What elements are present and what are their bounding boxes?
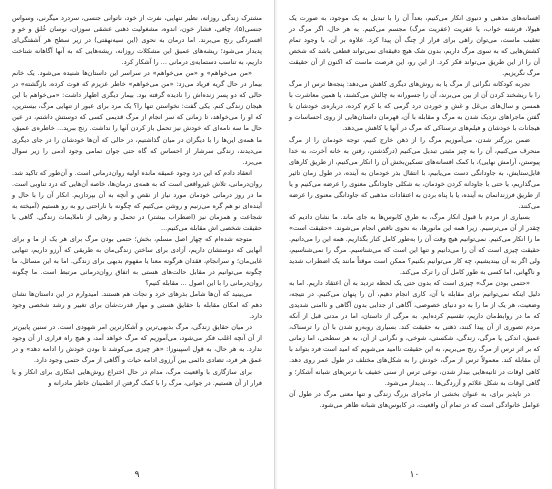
paragraph: می‌بینید که آن‌ها شامل بذرهای خرد و نجات هم هستند. امیدوارم در این داستان‌ها نشان دهم که امکان مقابله با حقایق هستی و مهار قدرت‌شان برای تغییر و رشد شخصی وجود دارد. — [12, 290, 262, 321]
page-number: ۱۰ — [409, 470, 420, 480]
paragraph: متوجه شده‌ام که چهار اصل مسلم، بخش؛ حتمی بودن مرگ برای هر یک از ما و برای آنهایی که دوستشان داریم، آزادی برای ساختن زندگی‌مان به طریقی که آرزو داریم، تنهایی غایی‌مان؛ و سرانجام، فقدان هرگونه معنا یا مفهوم بدیهی برای زندگی. اما به این مسائل، ما چگونه می‌توانیم در مقابل حالت‌های هستی به اتفاق روان‌درمانی مرتبط است. ما چگونه روان‌درمانی را با این اصول ... مقابله کنیم؟ — [12, 234, 262, 288]
paragraph: افسانه‌های مذهبی و دنیوی انکار می‌کنیم، بعداً آن را با تبدیل به یک موجود، به صورت یک هیولا، فرشته خواب، یا عفریت (عفریت مرگ) مجسم می‌کنیم. به هر حال، اگر مرگ در تعقیب ماست، می‌توان راهی برای فرار از چنگ آن پیدا کرد. علاوه بر آن، با وجود تمام کشش‌هایی که به سوی مرگ داریم، بدون شک هیچ دقیقه‌ای نمی‌تواند قطعی باشد که شخص آن را از این طریق می‌تواند فکر کرد. از این رو، این فرصت ماست که اکنون از آن حقیقت مرگ نگریزیم. — [289, 14, 540, 78]
left-page — [0, 0, 275, 489]
paragraph: در ناپذیر برای، به عنوان بخشی از ماجرای بزرگ زندگی و تنها معنی مرگ در طول آن عوامل خانوادگی است که در تمام آن واقعیت، در کابوس‌های شبانه ظاهر می‌شود. — [289, 389, 540, 409]
paragraph: انعقاد دادم که این درد وجود عمیقه مانده اولیه روان‌درمانی است. و آن‌طور که تاکید شد. روان‌درمانی، تلاش غیرواقعی است که به همه‌ی درمان‌ها، خاصه آن‌هایی که درد تناوبی است. ما در روز درمانی خودمان مورد نیاز از نقص و آنچه به آن بپردازیم. انکار آن را با حال و آینده‌ای نو هم گره می‌زنیم و روشن می‌کنیم که چگونه با ناراحتی رو به رو هستیم (آمیخته به شجاعت و همزمان نیز (اضطراب بیشتر) در تحمل و رهایی از ناملایمات زندگی. گاهی با حقیقت شخصی اش مقابله می‌کنیم... — [12, 168, 262, 232]
paragraph: «من می‌خواهم» و «من می‌خواهم» در سراسر این داستان‌ها شنیده می‌شود. یک خانم بیمار در حال گریه فریاد می‌زد: «من می‌خواهم» خاطر عزیزم که فوت کرده، بازگشته» در حالی که دو پسر زنده‌اش را نادیده گرفته بود. بیمار دیگری اظهار داشت: «می‌خواهم با این هیجان زندگی کنم. یکی گفت: نخواستن تنها را؟ یک مرد برای عبور از تنهایی مرگ، بیسترین، که او را می‌خواهد، تا زمانی که سر انجام از مرگ قدیمی کسی که دوستش داشتم، در عین حال ما سه نامه‌ای که خودش نیز تحمل باز کردن آنها را نداشت. رنج ببرید... خاطره‌ی عمیق، ما همه‌ی این‌ها را با دیگران در میان گذاشتیم، در حالی که آن‌ها خودشان را در جای دیگری می‌دیدند، زندگی سرشار از احساس که گاه حتی جوان تمامی وجود آدمی را زیر سوال می‌برد. — [12, 69, 262, 166]
paragraph: بسیاری از مردم با قبول انکار مرگ، به طرق کابوس‌ها به جای ماند. ما نشان دادیم که چقدر از آن می‌ترسیم. زیرا همه این مانورها، به نحوی ناقص انجام می‌شوند. «حقیقت است» ما را انکار می‌کنیم. نمی‌توانیم هیچ وقت آن را به‌طور کامل کنار بگذاریم. همه این را می‌دانیم. حقیقت چیزی است که آن را می‌دانیم و تنها این است که می‌شناسیم. مرگ را نمی‌شناسیم، ولی اگر به آن بیندیشیم، چه کار می‌توانیم بکنیم؟ ممکن است موقتاً مانند یک اضطراب شدید و ناگهانی، اما کسی به طور کامل آن را ترک می‌کند. — [289, 212, 540, 277]
paragraph: برای سازگاری با واقعیت مرگ، مدام در حال اختراع روش‌هایی ابتکاری برای انکار و یا فرار از آن هستیم. در جوانی، مرگ را با کمک گرفتن از اطمینان خاطر مادرانه و — [12, 367, 262, 387]
paragraph: مشترک زندگی روزانه، نظیر تنهایی، نفرت از خود، ناتوانی جنسی، سردرد میگرنی، وسواس جنسی(۵)، چاقی، فشار خون، اندوه، مشغولیت ذهنی عشقی سوزان، نوسان خُلق و خو و افسردگی رنج می‌برند. اما درمان به نحوی (این سیه‌نهفتی) در زیر سطح هر آشفتگی‌ای پدیدار می‌شود؛ ریشه‌های عمیق این مشکلات روزانه، ریشه‌هایی که به آنها آگاهانه شناخت داریم، به تناسب دستمایه‌ی درمانی ... را آشکار کرد. — [12, 14, 262, 67]
paragraph: در میان حقایق زندگی، مرگ بدیهی‌ترین و آشکارترین امر شهودی است. در سنین پایین‌تر از آن آنچه اغلب فکر می‌شود، می‌آموزیم که مرگ خواهد آمد، و هیچ راه فراری از آن وجود ندارد. به هر حال، به قول اسپینوزا: «هر چیزی می‌کوشد تا بودن خودش را ادامه دهد» و در عمق هر فرد، تضادی دائمی بین آرزوی ادامه حیات و آگاهی از مرگ حتمی وجود دارد. — [12, 323, 262, 365]
paragraph: تجربه کودکانه نگرانی از مرگ یا به روش‌های دیگری کاهش می‌دهد: پنجه‌ها ترس از مرگ را با ریشخند کردن آن از بین می‌برند، آن را جسورانه به چالش می‌کشند، یا همین معاشرت با همسن و سال‌های بی‌غل و غش و خوردن درد گرمی که با کرم کرده، درباره‌ی خودشان با گفتن ماجراهای نزدیک شدن به مرگ و مقابله با آن، قهرمان داستان‌هایی از روی احساسات و هیجانات با خودشان و فیلم‌های ترسناکی که مرگ در آنها یا کاهش می‌دهد. — [289, 80, 540, 133]
left-page-body — [12, 13, 262, 389]
right-page-body — [289, 13, 540, 411]
right-page — [277, 0, 552, 489]
paragraph: ضمن بزرگتر شدن، می‌آموزیم مرگ را از ذهن خارج کنیم، توجه خودمان را از مرگ منحرف می‌کنیم، آن را به چیز مثبتی تبدیل می‌کنیم (درگذشتن، رفتن به خانه آخرت، به خدا پیوستن، آرامش نهایی)، با کمک افسانه‌های تسکین‌بخش آن را انکار می‌کنیم، از طریق کارهای قابل‌ستایش، به جاودانگی دست می‌یابیم، با انتقال بذر خودمان به آینده، در طول زمان تاثیر می‌گذاریم، یا حتی با جاودانه کردن خودمان، به شکلی جاودانگی معنوی را عرضه می‌کنیم و یا از طریق فرزندانمان به آینده، یا با پناه بردن به اعتقادات مذهبی که جاودانگی معنوی را عرضه می‌کنند. — [289, 135, 540, 210]
paragraph: «حتمی بودن مرگ» چیزی است که بدون حتی یک لحظه تردید به آن اعتقاد داریم. اما به دلیل اینکه نمی‌توانیم برای مقابله با آن، کاری انجام دهیم، آن را پنهان می‌کنیم. در نتیجه، وضعیت، هر یک از ما را به دو دنیای خصوصی، آگاهی از جدایی بدون آگاهی و ناامنی شدیدی که ما در روابط‌مان داریم، تقسیم کرده‌ایم. به مرگی از داستان، اما در مدتی قبل از آنکه مردم تصوری از آن پیدا کنند، ذهنی به حقیقت کند. بسیاری روبه‌رو شدن با آن را ترسناک، عمیق، اندکی یا مرگی، زندگی، شکستی، شوخی، و نگرانی از آن، به هر سطحی، اما زمانی که بر اثر ترس از مرگ رنج می‌بریم، به این حقیقت ناامید می‌شویم که امید است فرد بتواند با آن مقابله کند. معمولاً ترس از مرگ، خودش را به شکل‌های مختلف در طول عمر روی دهد. کاهی اوقات در ثانیه‌هایی بیدار شدن، نوعی ترس از سنی خفیف با ترس‌های شبانه آشکار؛ و گاهی اوقات به شکل علائم و آزردگی‌ها ... پدیدار می‌شود. — [289, 279, 540, 387]
page-number: ۹ — [134, 470, 140, 480]
